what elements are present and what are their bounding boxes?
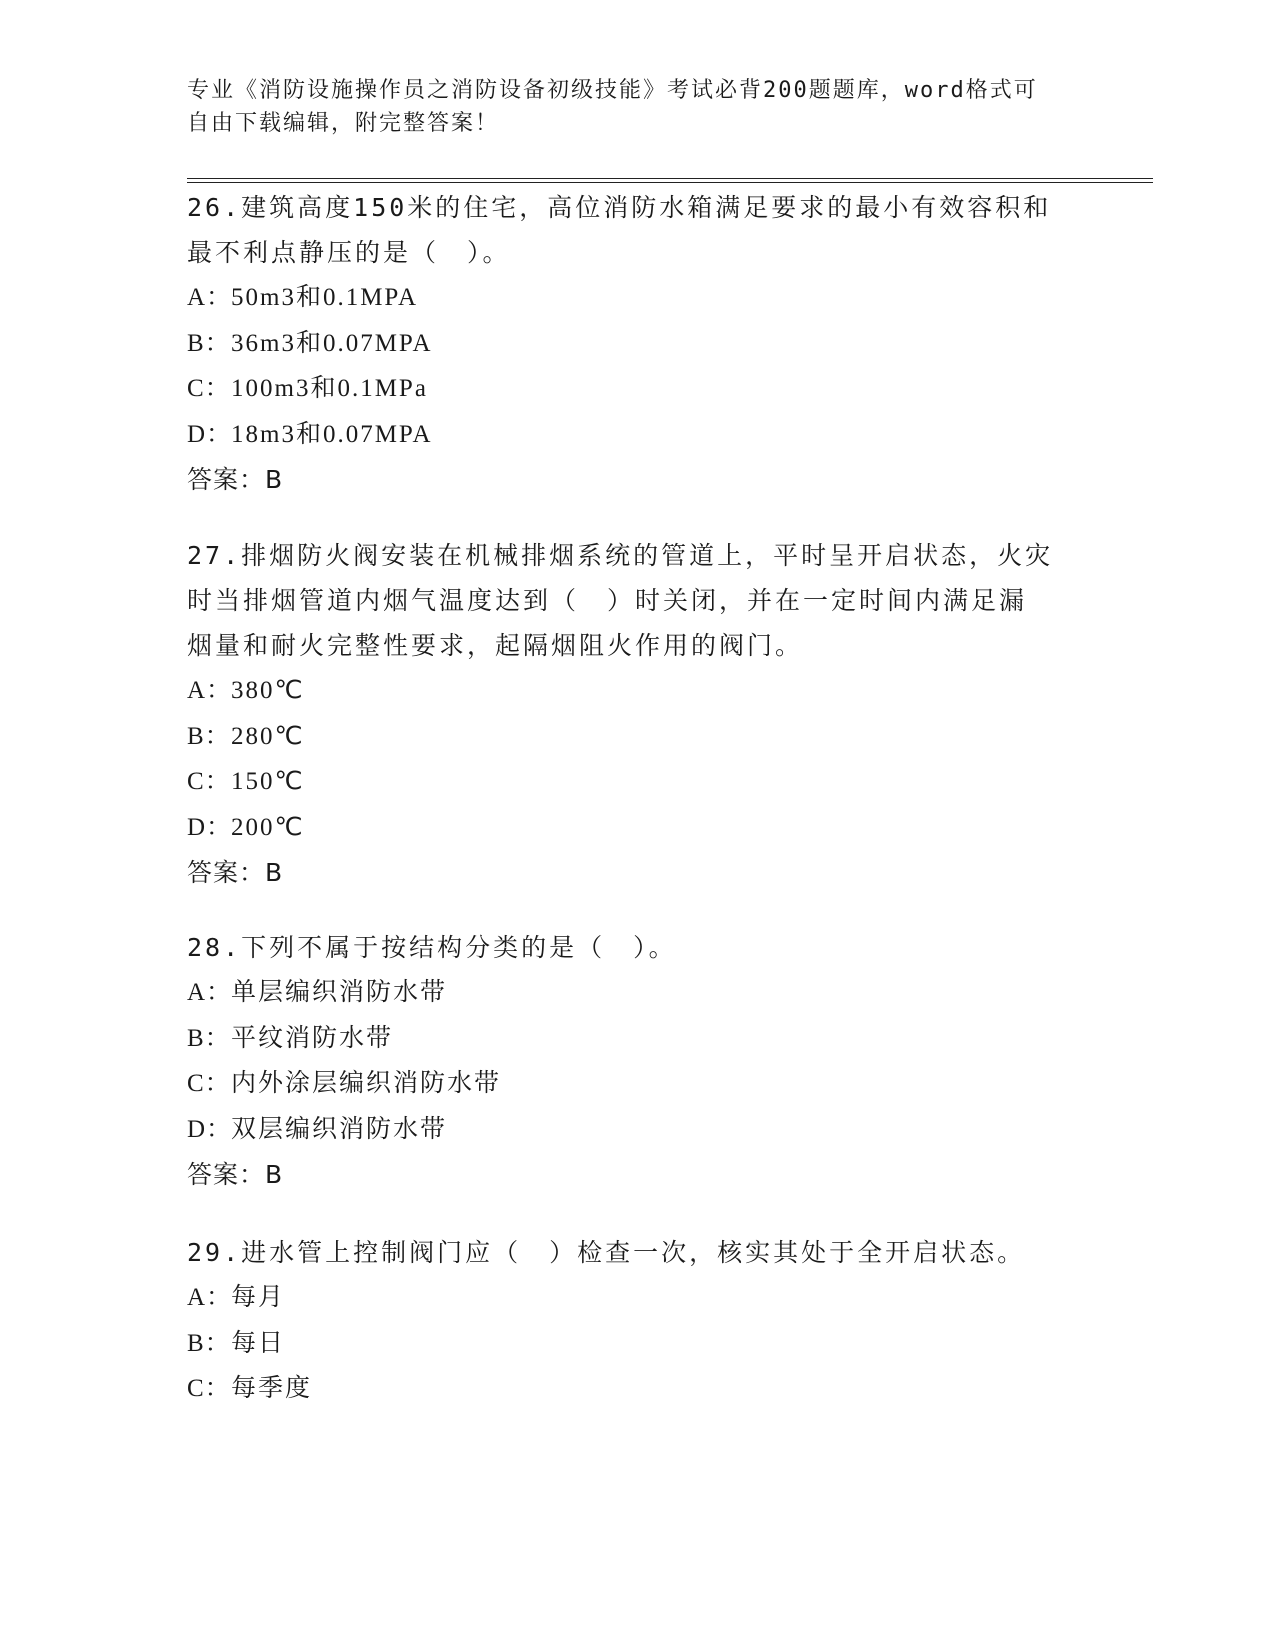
- option-label: B：: [187, 1024, 231, 1052]
- option-label: C：: [187, 375, 231, 402]
- option-text: 内外涂层编织消防水带: [231, 1070, 502, 1097]
- question-28: [187, 925, 1077, 1197]
- option-label: B：: [187, 722, 231, 750]
- question-29: [187, 1230, 1077, 1412]
- option-text: 单层编织消防水带: [231, 979, 448, 1006]
- option-a: [187, 275, 1077, 321]
- option-a: [187, 668, 1077, 714]
- option-d: [187, 412, 1077, 458]
- header-divider-bottom: [187, 182, 1153, 183]
- question-26: [187, 185, 1077, 502]
- option-text: 100m3和0.1MPa: [231, 375, 428, 402]
- option-text: 18m3和0.07MPA: [231, 420, 433, 448]
- option-label: D：: [187, 813, 233, 841]
- option-c: [187, 759, 1077, 805]
- option-text: 每日: [231, 1329, 286, 1357]
- option-label: C：: [187, 1070, 231, 1097]
- document-header: [187, 74, 1067, 140]
- option-c: [187, 1366, 1077, 1412]
- option-b: [187, 1016, 1077, 1062]
- option-label: A：: [187, 284, 233, 311]
- question-stem-line: 26.建筑高度150米的住宅，高位消防水箱满足要求的最小有效容积和: [187, 193, 1052, 222]
- question-27: [187, 533, 1077, 895]
- option-label: D：: [187, 420, 233, 448]
- option-d: [187, 805, 1077, 851]
- option-label: A：: [187, 1284, 233, 1311]
- option-b: [187, 321, 1077, 367]
- option-label: A：: [187, 677, 233, 704]
- question-stem-line: 时当排烟管道内烟气温度达到（ ）时关闭，并在一定时间内满足漏: [187, 586, 1028, 615]
- answer-line: 答案：B: [187, 858, 284, 887]
- question-stem-line: 最不利点静压的是（ ）。: [187, 238, 511, 267]
- option-text: 380℃: [231, 677, 305, 704]
- option-c: [187, 366, 1077, 412]
- option-b: [187, 714, 1077, 760]
- option-label: B：: [187, 1329, 231, 1357]
- answer-line: 答案：B: [187, 465, 284, 494]
- header-line-2: 自由下载编辑，附完整答案！: [187, 111, 500, 136]
- option-text: 双层编织消防水带: [231, 1115, 448, 1143]
- option-text: 每月: [231, 1284, 286, 1311]
- option-label: B：: [187, 329, 231, 357]
- question-stem-line: 29.进水管上控制阀门应（ ）检查一次，核实其处于全开启状态。: [187, 1238, 1026, 1267]
- option-label: D：: [187, 1115, 233, 1143]
- option-label: C：: [187, 768, 231, 795]
- answer-line: 答案：B: [187, 1160, 284, 1189]
- option-text: 每季度: [231, 1375, 313, 1402]
- option-d: [187, 1107, 1077, 1153]
- option-a: [187, 1275, 1077, 1321]
- option-text: 50m3和0.1MPA: [231, 284, 419, 311]
- option-label: C：: [187, 1375, 231, 1402]
- option-text: 150℃: [231, 768, 305, 795]
- option-label: A：: [187, 979, 233, 1006]
- question-stem-line: 27.排烟防火阀安装在机械排烟系统的管道上，平时呈开启状态，火灾: [187, 541, 1054, 570]
- option-a: [187, 970, 1077, 1016]
- option-text: 280℃: [231, 722, 305, 750]
- option-text: 36m3和0.07MPA: [231, 329, 433, 357]
- option-b: [187, 1321, 1077, 1367]
- option-text: 平纹消防水带: [231, 1024, 394, 1052]
- question-stem-line: 28.下列不属于按结构分类的是（ ）。: [187, 933, 677, 962]
- header-divider-top: [187, 178, 1153, 179]
- option-c: [187, 1061, 1077, 1107]
- option-text: 200℃: [231, 813, 305, 841]
- header-line-1: 专业《消防设施操作员之消防设备初级技能》考试必背200题题库，word格式可: [187, 78, 1038, 103]
- question-stem-line: 烟量和耐火完整性要求，起隔烟阻火作用的阀门。: [187, 631, 804, 660]
